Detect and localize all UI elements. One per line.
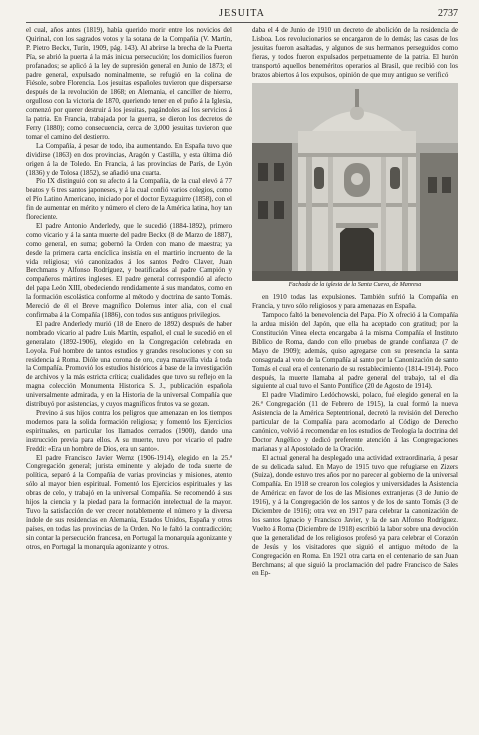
page-header <box>26 6 458 23</box>
paragraph: Tampoco faltó la benevolencia del Papa. Pío X ofreció á la Compañía la ardua misión del Japón, que ella ha aceptado con gratitud; por la Constitución Vinea electa encargaba á la misma Compañía el Instituto Bíblico de Roma, dando con ello pruebas de grande confianza (7 de Mayo de 1909); además, quiso agregarse con su presencia la santa consagrada al voto de la Compañía al santo por la Canonización de santo Tomás el cual era el centenario de su restablecimiento (1814-1914). Poco después, la muerte llamaba al padre general del trabajo, tal el día siguiente al cual tuvo el Santo Pontífice (20 de Agosto de 1914). <box>252 311 458 391</box>
running-title: JESUITA <box>219 8 265 19</box>
page-number: 2737 <box>438 8 458 19</box>
paragraph: El padre Anderledy murió (18 de Enero de 1892) después de haber nombrado vicario al padre Luis Martín, español, el cual le sucedió en el generalato (1892-1906), elegido en la Congregación celebrada en Loyola. Fué hombre de tantos estudios y grandes resoluciones y con su residencia á Roma. Dióle una corona de oro, cuya maravilla vida á toda la Compañía. Promovió los estudios históricos á base de la investigación de archivos y la más estricta crítica; cualidades que tuvo su reflejo en la magna colección Monumenta Historica S. J., publicación española universalmente admirada, y en la Historia de la universal Compañía que distribuyó por asistencias, y cuyos magníficos frutos va se gozan. <box>26 319 232 409</box>
paragraph: La Compañía, á pesar de todo, iba aumentando. En España tuvo que dividirse (1863) en dos provincias, Aragón y Castilla, y esta última dió origen á la de Toledo. En Francia, á las provincias de París, de Lyón (1836) y de Tolosa (1852), se añadió una cuarta. <box>26 141 232 177</box>
church-facade-photo <box>252 83 458 281</box>
figure-caption: Fachada de la iglesia de la Santa Cueva, de Manresa <box>288 281 422 289</box>
paragraph: el cual, años antes (1819), había querido morir entre los novicios del Quirinal, con los sagrados votos y la sotana de la Compañía (V. Martín, P. Pietro Beckx, Turín, 1909, pág. 143). Al abrirse la brecha de la Puerta Pía, se abrió la puerta á la más inicua persecución; los domicilios fueron profanados; se aplicó á la ley de supresión general en Junio de 1873; el padre general, expulsado nominalmente, se refugió en la colina de Fiésole, sobre Florencia. Los jesuitas españoles tuvieron que dispersarse después de la revolución de 1868; en Alemania, el canciller de hierro, orgulloso con la victoria de 1870, queriendo tener en el puño á la Iglesia, comenzó por querer destruir á los jesuitas, pagándoles así los servicios á la patria. En Francia, trabajada por la guerra, se dieron los decretos de Ferry (1880); como consecuencia, cerca de 3,000 jesuitas tuvieron que tomar el camino del destierro. <box>26 26 232 141</box>
right-column <box>252 26 458 726</box>
paragraph: El padre Francisco Javier Wernz (1906-1914), elegido en la 25.ª Congregación general; jurista eminente y alejado de toda suerte de política, separó á la Compañía de varias provincias y misiones, atento sólo al mayor bien espiritual. Fomentó los Ejercicios espirituales y las obras de celo, y trabajó en la universal Compañía. Se recomendó á sus hijos la ciencia y la piedad para la formación intelectual de la mayor. Tuvo la satisfacción de ver crecer notablemente el número y la diversa índole de sus residencias en Alemania, Estados Unidos, España y otros países, en todas las provincias de la Orden. No le faltó la contradicción; sin contar la persecución francesa, en Portugal la monarquía agonizante y otros, en Portugal la monarquía agonizante y otros. <box>26 453 232 551</box>
paragraph: El padre Antonio Anderledy, que le sucedió (1884-1892), primero como vicario y á la santa muerte del padre Beckx (8 de Marzo de 1887), como general, en suma; gobernó la Orden con mano de maestra; ya desde la primera carta encíclica insistía en el martirio incruento de la vida religiosa; vió canonizados á los santos Pedro Claver, Juan Berchmans y Alfonso Rodríguez, y beatificados al padre Campión y compañeros mártires ingleses. El padre general correspondió al afecto del papa León XIII, obedeciendo rendidamente á sus mandatos, como en la formación escolástica conforme al método y doctrina de santo Tomás. Mereció de él el Breve magnífico Dolemus inter alia, con el cual confirmaba á la Compañía (1886), con todos sus antiguos privilegios. <box>26 221 232 319</box>
paragraph: en 1910 todas las expulsiones. También sufrió la Compañía en Francia, y tuvo sólo religiosos y para amenazas en España. <box>252 293 458 311</box>
paragraph: daba el 4 de Junio de 1910 un decreto de abolición de la residencia de Lisboa. Los revolucionarios se encargaron de lo demás; las casas de los jesuitas fueron asaltadas, y algunos de sus hermanos perseguidos como fieras, y todos fueron expulsados perpetuamente de la patria. El hurón transportó aquellos beneméritos operarios al Brasil, que recibió con los brazos abiertos á los expulsos, opinión de que muy antiguo se verificó <box>252 26 458 79</box>
figure <box>252 83 458 290</box>
paragraph: El actual general ha desplegado una actividad extraordinaria, á pesar de su delicada salud. En Mayo de 1915 tuvo que refugiarse en Zizers (Suiza), donde estuvo tres años por no parecer al gobierno de la universal Compañía. En 1918 se crearon los colegios y universidades la Asistencia de América: en favor de los de las Misiones extranjeras (3 de Junio de 1916), y á la Congregación de los santos y de los de santo Tomás (3 de Diciembre de 1916); otra vez en 1917 para celebrar la canonización de los santos Ignacio y Francisco Javier, y la de san Alfonso Rodríguez. Vuelto á Roma (Diciembre de 1918) escribió la labor sobre una devoción que la generalidad de los religiosos profesó ya para celebrar el Corazón de Jesús y los visitadores que siguió el antiguo método de la Congregación en Roma. En 1921 otra carta en el centenario de san Juan Berchmans; al que siguió la proclamación del padre Francisco de Sales en Ep- <box>252 453 458 578</box>
left-column <box>26 26 232 726</box>
paragraph: Pío IX distinguió con su afecto á la Compañía, de la cual elevó á 77 beatos y 6 tres santos japoneses, y á la cual confió varios colegios, como el Pío Latino Americano, iniciado por el doctor Eyzaguirre (1858), con el fin de aumentar en mérito y número el clero de la América latina, hoy tan floreciente. <box>26 177 232 222</box>
paragraph: Previno á sus hijos contra los peligros que amenazan en los tiempos modernos para la solida formación religiosa; y fomentó los Ejercicios espirituales, en particular los llamados cerrados (1900), dando una instrucción previa para ellos. A su muerte, tuvo por vicario el padre Freddi: «Era un hombre de Dios, era un santo». <box>26 408 232 453</box>
paragraph: El padre Vladimiro Ledóchowski, polaco, fué elegido general en la 26.ª Congregación (11 de Febrero de 1915), la cual formó la nueva Asistencia de la América Septentrional, decretó la revisión del Derecho particular de la Compañía para acomodarlo al Código de Derecho canónico, volvió á recomendar en los estudios de Teología la doctrina del Doctor Angélico y dedicó preferente atención á las Congregaciones marianas y al Apostolado de la Oración. <box>252 391 458 453</box>
